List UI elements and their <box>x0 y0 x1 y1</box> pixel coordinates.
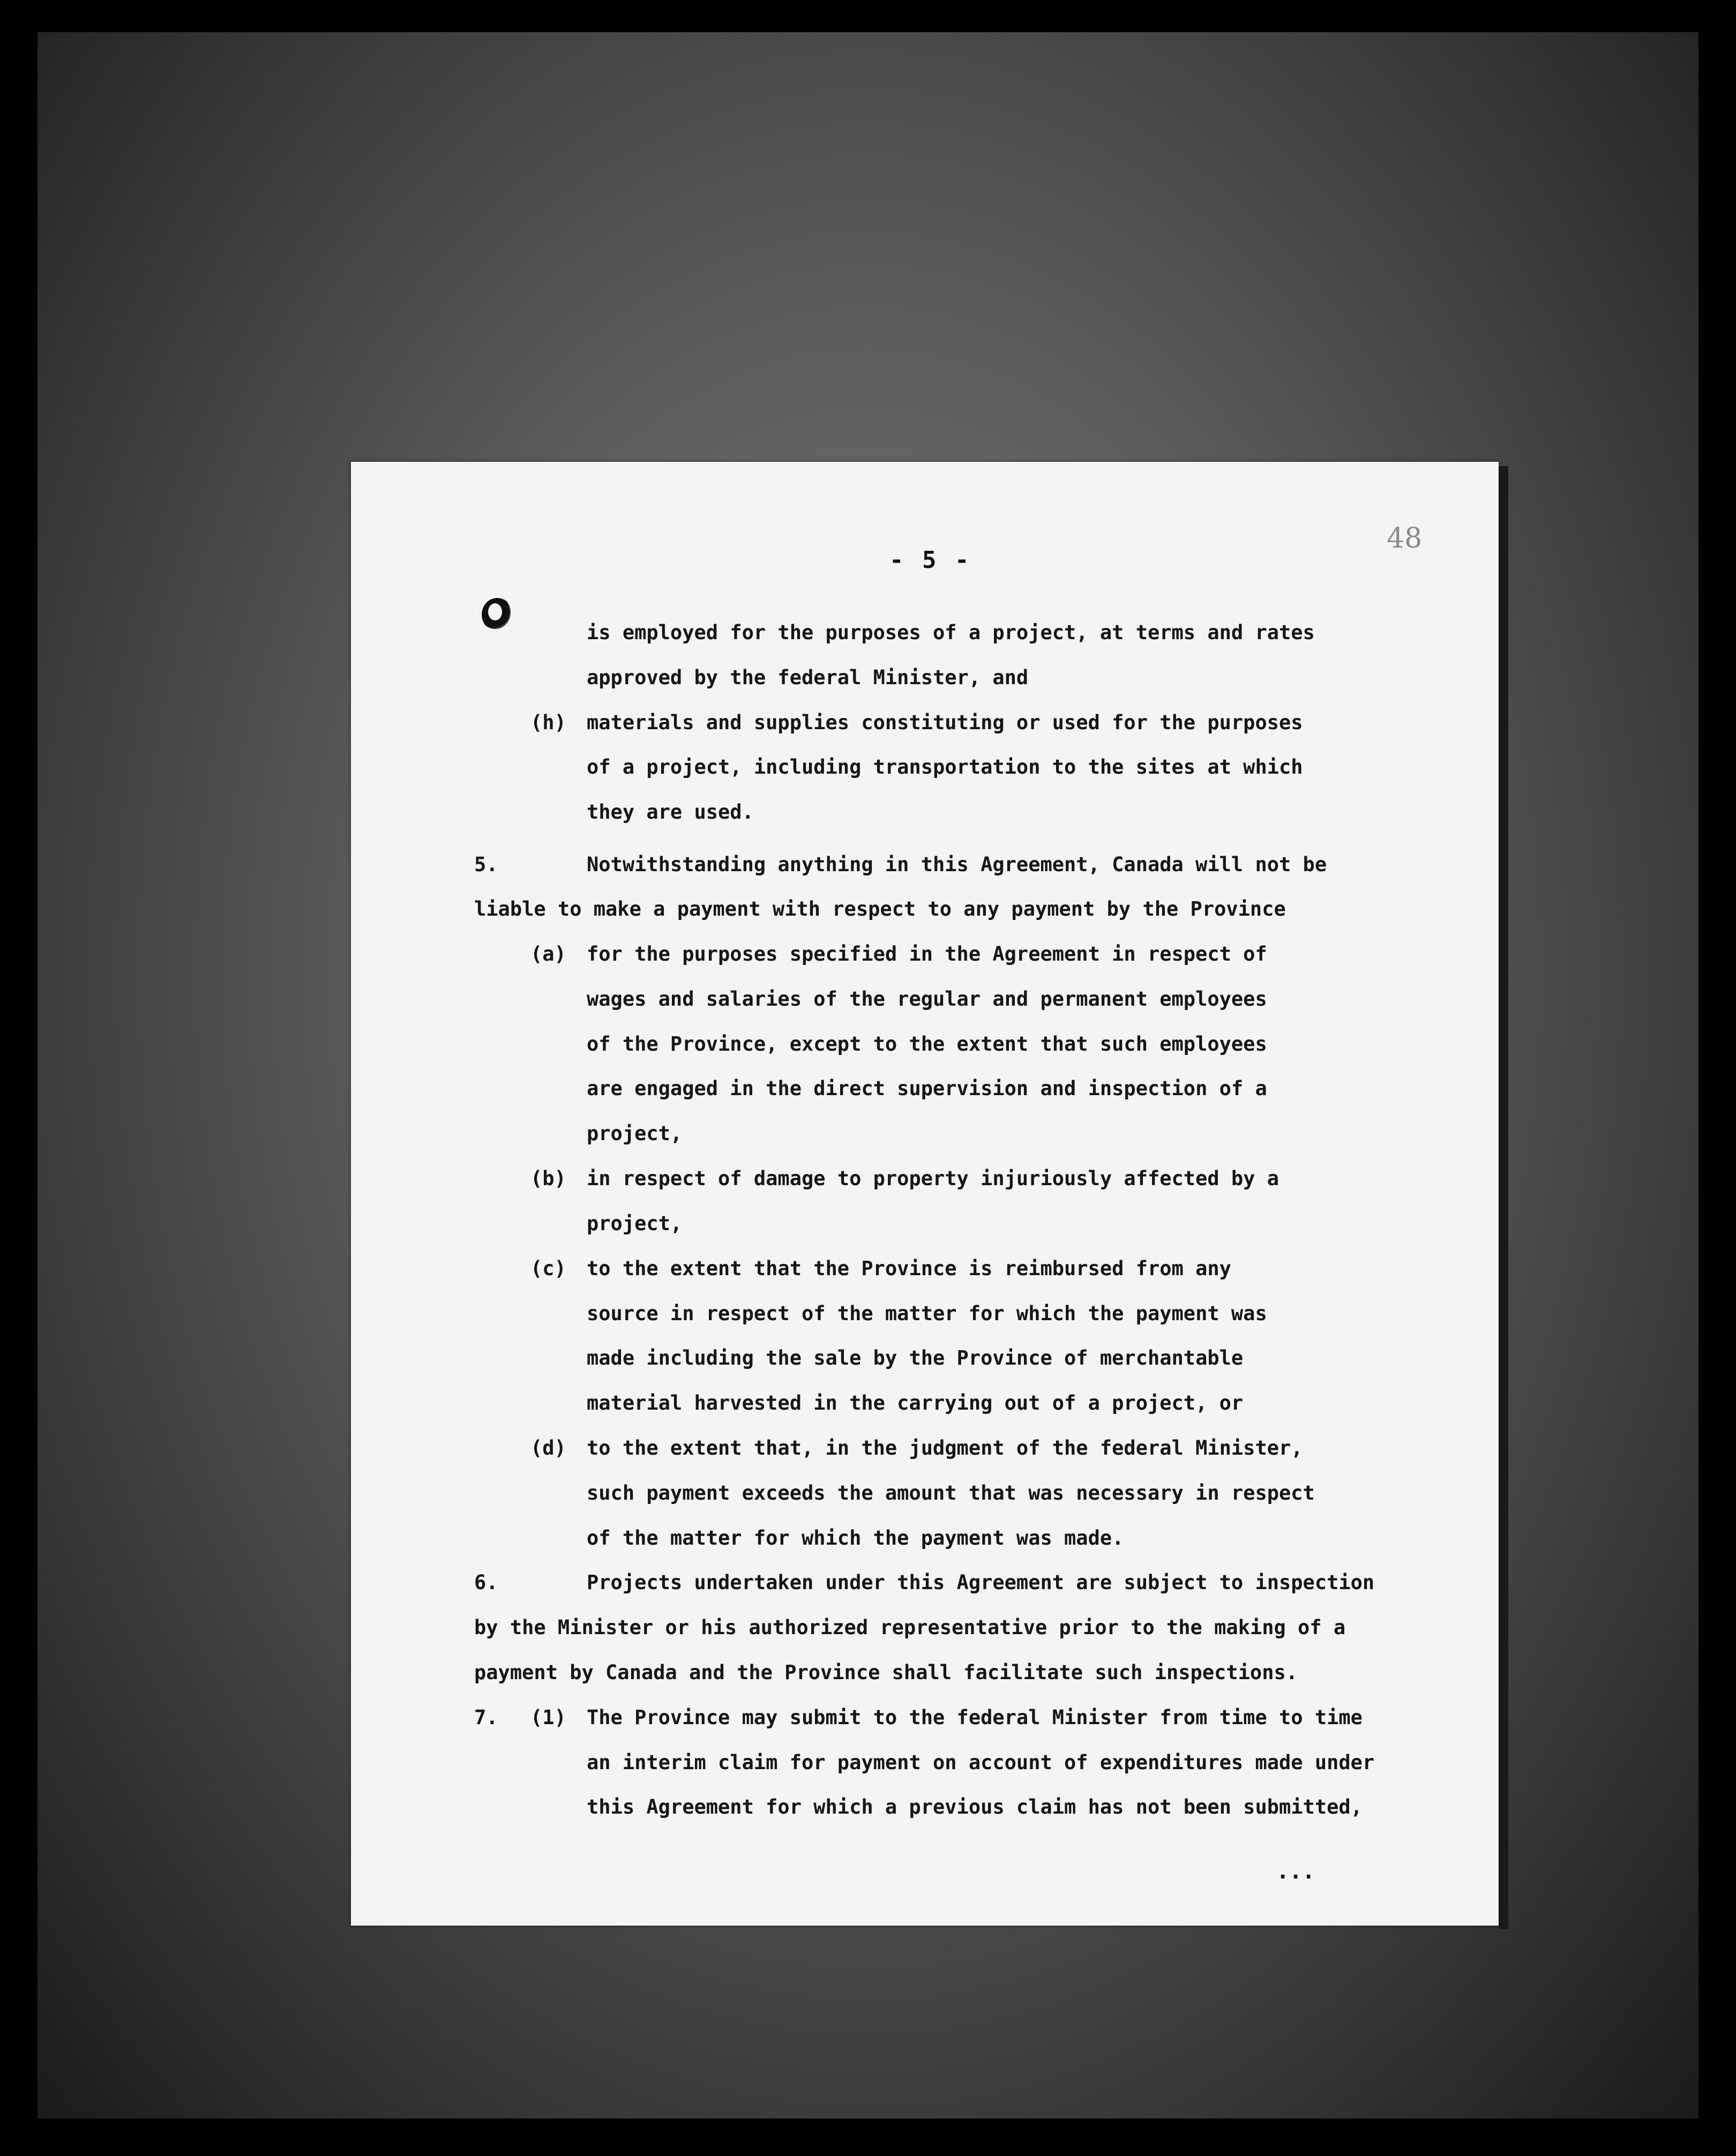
item-a-line-3: of the Province, except to the extent that such employees <box>587 1032 1267 1055</box>
item-a-line-5: project, <box>587 1122 683 1145</box>
item-h-marker: (h) <box>530 711 566 734</box>
clause-7-line-2: an interim claim for payment on account of expenditures made under <box>587 1751 1375 1774</box>
punch-hole <box>480 596 511 629</box>
clause-4-line-1: is employed for the purposes of a project, at terms and rates <box>587 621 1315 644</box>
item-b-line-2: project, <box>587 1212 683 1235</box>
item-c-line-1: to the extent that the Province is reimbursed from any <box>587 1257 1231 1280</box>
clause-4-line-2: approved by the federal Minister, and <box>587 666 1029 689</box>
item-c-marker: (c) <box>530 1257 566 1280</box>
item-h-line-1: materials and supplies constituting or used for the purposes <box>587 711 1303 734</box>
item-h-line-2: of a project, including transportation to the sites at which <box>587 755 1303 778</box>
film-border-left <box>0 0 38 2156</box>
item-b-line-1: in respect of damage to property injuriously affected by a <box>587 1167 1279 1190</box>
film-border-bottom <box>0 2118 1736 2156</box>
clause-5-line-1: Notwithstanding anything in this Agreement, Canada will not be <box>587 853 1327 876</box>
clause-6-line-3: payment by Canada and the Province shall facilitate such inspections. <box>474 1661 1298 1684</box>
folio-number: 48 <box>1387 522 1423 555</box>
item-d-marker: (d) <box>530 1436 566 1459</box>
item-a-line-1: for the purposes specified in the Agreement in respect of <box>587 942 1267 965</box>
film-border-top <box>0 0 1736 32</box>
clause-5-number: 5. <box>474 853 498 876</box>
item-h-line-3: they are used. <box>587 800 754 824</box>
item-b-marker: (b) <box>530 1167 566 1190</box>
paper-edge-shadow <box>1499 466 1508 1929</box>
clause-6-number: 6. <box>474 1571 498 1594</box>
item-c-line-3: made including the sale by the Province of merchantable <box>587 1346 1244 1369</box>
clause-7-sub-marker: (1) <box>530 1706 566 1729</box>
item-c-line-4: material harvested in the carrying out of a project, or <box>587 1391 1244 1414</box>
clause-6-line-1: Projects undertaken under this Agreement are subject to inspection <box>587 1571 1375 1594</box>
clause-5-line-2: liable to make a payment with respect to any payment by the Province <box>474 897 1286 920</box>
page-number: - 5 - <box>889 547 971 574</box>
clause-7-number: 7. <box>474 1706 498 1729</box>
clause-7-line-1: The Province may submit to the federal Minister from time to time <box>587 1706 1363 1729</box>
item-d-line-3: of the matter for which the payment was made. <box>587 1526 1124 1549</box>
film-border-right <box>1698 0 1736 2156</box>
item-a-marker: (a) <box>530 942 566 965</box>
item-a-line-2: wages and salaries of the regular and permanent employees <box>587 987 1267 1010</box>
clause-7-line-3: this Agreement for which a previous claim has not been submitted, <box>587 1795 1363 1818</box>
item-d-line-2: such payment exceeds the amount that was necessary in respect <box>587 1481 1315 1504</box>
item-a-line-4: are engaged in the direct supervision and inspection of a <box>587 1077 1267 1100</box>
continuation-marker: ... <box>1276 1859 1315 1884</box>
item-c-line-2: source in respect of the matter for which the payment was <box>587 1302 1267 1325</box>
clause-6-line-2: by the Minister or his authorized representative prior to the making of a <box>474 1616 1346 1639</box>
item-d-line-1: to the extent that, in the judgment of the federal Minister, <box>587 1436 1303 1459</box>
